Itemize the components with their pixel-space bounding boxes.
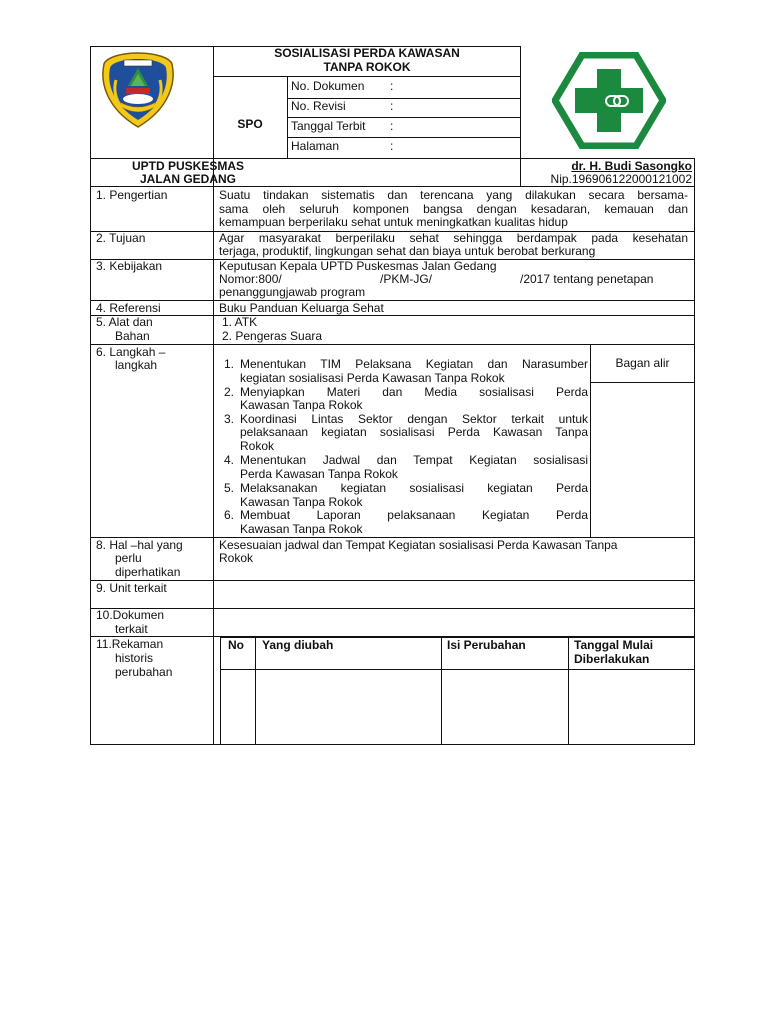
meta-label-tanggal-terbit: Tanggal Terbit <box>291 119 366 133</box>
row-label-kebijakan: 3. Kebijakan <box>96 259 163 273</box>
meta-sep: : <box>390 99 394 113</box>
history-col-no: No <box>228 638 244 652</box>
pengertian-line: kemampuan berperilaku sehat untuk meningkatkan kualitas hidup <box>219 215 568 229</box>
step-number: 6. <box>224 508 235 522</box>
hal-line: Rokok <box>219 551 254 565</box>
meta-label-halaman: Halaman <box>291 139 340 153</box>
signer-name: dr. H. Budi Sasongko <box>571 159 692 173</box>
step-number: 1. <box>224 357 235 371</box>
step-text: Kawasan Tanpa Rokok <box>240 398 363 412</box>
kebijakan-line-1: Keputusan Kepala UPTD Puskesmas Jalan Gedang <box>219 259 497 273</box>
row-label-alat: 5. Alat dan <box>96 315 153 329</box>
step-text: Menyiapkan Materi dan Media sosialisasi Perda <box>240 385 588 399</box>
signer-nip: Nip.196906122000121002 <box>550 172 692 186</box>
tujuan-line: terjaga, produktif, lingkungan sehat dan biaya untuk berobat berkurang <box>219 244 596 258</box>
meta-label-no-revisi: No. Revisi <box>291 99 346 113</box>
step-text: Rokok <box>240 439 275 453</box>
history-col-tanggal-2: Diberlakukan <box>574 652 650 666</box>
step-text: kegiatan sosialisasi Perda Kawasan Tanpa Rokok <box>240 371 505 385</box>
step-text: Melaksanakan kegiatan sosialisasi kegiatan Perda <box>240 481 588 495</box>
row-label-hal: 8. Hal –hal yang <box>96 538 183 552</box>
tujuan-line: Agar masyarakat berperilaku sehat sehingga berdampak pada kesehatan <box>219 231 688 245</box>
kebijakan-pkm: /PKM-JG/ <box>380 272 433 286</box>
alat-item: 2. Pengeras Suara <box>222 329 323 343</box>
org-name-line-1: UPTD PUSKESMAS <box>131 159 244 173</box>
meta-sep: : <box>390 139 394 153</box>
puskesmas-cross-logo-icon <box>552 52 666 149</box>
row-label-pengertian: 1. Pengertian <box>96 188 168 202</box>
kebijakan-line-3: penanggungjawab program <box>219 285 366 299</box>
row-label-rekaman-3: perubahan <box>115 665 173 679</box>
step-number: 3. <box>224 412 235 426</box>
step-text: Kawasan Tanpa Rokok <box>240 495 363 509</box>
meta-sep: : <box>390 79 394 93</box>
row-label-alat-2: Bahan <box>115 329 150 343</box>
row-label-dokumen: 10.Dokumen <box>96 608 165 622</box>
kebijakan-year: /2017 tentang penetapan <box>520 272 654 286</box>
alat-item: 1. ATK <box>222 315 258 329</box>
row-label-hal-3: diperhatikan <box>115 565 181 579</box>
title-line-2: TANPA ROKOK <box>323 60 411 74</box>
history-col-yang-diubah: Yang diubah <box>262 638 334 652</box>
history-col-isi-perubahan: Isi Perubahan <box>447 638 526 652</box>
org-name-line-2: JALAN GEDANG <box>139 172 236 186</box>
row-label-langkah-2: langkah <box>115 358 158 372</box>
row-label-langkah: 6. Langkah – <box>96 345 166 359</box>
history-col-tanggal: Tanggal Mulai <box>574 638 654 652</box>
pengertian-line: Suatu tindakan sistematis dan terencana yang dilakukan secara bersama- <box>219 188 688 202</box>
step-text: Menentukan Jadwal dan Tempat Kegiatan sosialisasi <box>240 453 588 467</box>
meta-sep: : <box>390 119 394 133</box>
row-label-unit-terkait: 9. Unit terkait <box>96 581 167 595</box>
step-number: 2. <box>224 385 235 399</box>
step-text: Membuat Laporan pelaksanaan Kegiatan Perda <box>240 508 588 522</box>
spo-label: SPO <box>237 117 263 131</box>
step-text: pelaksanaan kegiatan sosialisasi Perda Kawasan Tanpa <box>240 425 588 439</box>
row-label-referensi: 4. Referensi <box>96 301 161 315</box>
step-number: 5. <box>224 481 235 495</box>
step-text: Kawasan Tanpa Rokok <box>240 522 363 536</box>
step-number: 4. <box>224 453 235 467</box>
hal-line: Kesesuaian jadwal dan Tempat Kegiatan sosialisasi Perda Kawasan Tanpa <box>219 538 618 552</box>
row-label-hal-2: perlu <box>115 551 142 565</box>
pengertian-line: sama oleh seluruh komponen bangsa dengan kesadaran, kemauan dan <box>219 202 688 216</box>
kebijakan-nomor: Nomor:800/ <box>219 272 282 286</box>
title-line-1: SOSIALISASI PERDA KAWASAN <box>274 46 460 60</box>
meta-label-no-dokumen: No. Dokumen <box>291 79 365 93</box>
row-label-rekaman: 11.Rekaman <box>96 637 164 651</box>
row-label-rekaman-2: historis <box>115 651 154 665</box>
bagan-alir-label: Bagan alir <box>615 356 670 370</box>
referensi-value: Buku Panduan Keluarga Sehat <box>219 301 384 315</box>
row-label-tujuan: 2. Tujuan <box>96 231 146 245</box>
step-text: Koordinasi Lintas Sektor dengan Sektor terkait untuk <box>240 412 588 426</box>
row-label-dokumen-2: terkait <box>115 622 148 636</box>
regency-seal-icon <box>98 50 178 130</box>
step-text: Menentukan TIM Pelaksana Kegiatan dan Narasumber <box>240 357 588 371</box>
step-text: Perda Kawasan Tanpa Rokok <box>240 467 398 481</box>
